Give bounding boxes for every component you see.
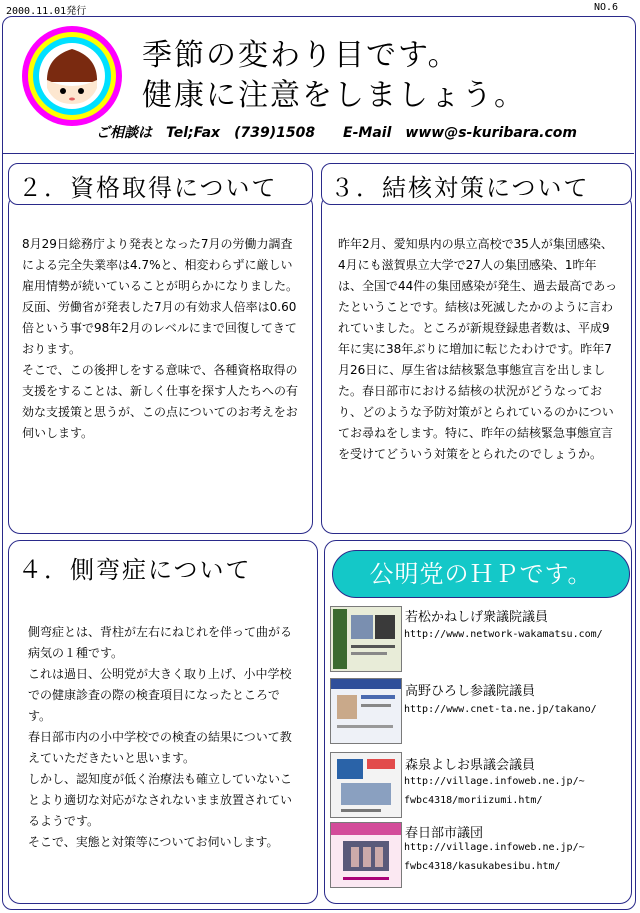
hp-link-url[interactable]: http://village.infoweb.ne.jp/~: [404, 842, 585, 853]
headline-line-2: 健康に注意をしましょう。: [142, 78, 526, 113]
section-2-paragraph: そこで、この後押しをする意味で、各種資格取得の支援をすることは、新しく仕事を探す人たちへの有効な支援策と思うが、この点についてのお考えをお伺いします。: [22, 363, 299, 440]
hp-link-name[interactable]: 森泉よしお県議会議員: [405, 758, 536, 773]
section-4-paragraph: これは過日、公明党が大きく取り上げ、小中学校での健康診査の際の検査項目になったところです。: [28, 667, 292, 723]
website-thumbnail[interactable]: [330, 822, 402, 888]
hp-link-url[interactable]: http://www.network-wakamatsu.com/: [404, 629, 603, 640]
website-thumbnail[interactable]: [330, 606, 402, 672]
chestnut-logo: [20, 24, 124, 128]
website-thumbnail[interactable]: [330, 752, 402, 818]
section-4-body: [28, 622, 300, 853]
section-4-paragraph: そこで、実態と対策等についてお伺いします。: [28, 835, 279, 849]
issue-number: NO.6: [594, 2, 619, 13]
headline-line-1: 季節の変わり目です。: [142, 38, 460, 73]
header-divider: [3, 153, 634, 154]
hp-link-url-continued[interactable]: fwbc4318/kasukabesibu.htm/: [404, 861, 561, 872]
section-2-paragraph: 8月29日総務庁より発表となった7月の労働力調査による完全失業率は4.7%と、相変わらずに厳しい雇用情勢が続いていることが明らかになりました。: [22, 237, 299, 293]
hp-link-name[interactable]: 春日部市議団: [405, 826, 484, 841]
section-2-body: [22, 234, 298, 444]
section-3-title: ３．結核対策について: [330, 174, 590, 202]
section-2-paragraph: 反面、労働省が発表した7月の有効求人倍率は0.60倍という事で98年2月のレベルにまで回復してきております。: [22, 300, 297, 356]
hp-link-url[interactable]: http://www.cnet-ta.ne.jp/takano/: [404, 704, 597, 715]
hp-link-url[interactable]: http://village.infoweb.ne.jp/~: [404, 776, 585, 787]
hp-link-name[interactable]: 高野ひろし参議院議員: [405, 684, 536, 699]
section-4-paragraph: しかし、認知度が低く治療法も確立していないことより適切な対応がなされないまま放置されているようです。: [28, 772, 293, 828]
section-4-title: ４．側弯症について: [18, 556, 252, 584]
section-3-paragraph: 昨年2月、愛知県内の県立高校で35人が集団感染、4月にも滋賀県立大学で27人の集団感染、1昨年は、全国で44件の集団感染が発生、過去最高であったということです。結核は死滅したかのように言われていました。ところが新規登録患者数は、平成9年に実に38年ぶりに増加に転じたわけです。昨年7月26日に、厚生省は結核緊急事態宣言を出しました。春日部市における結核の状況がどうなっており、どのような予防対策がとられているのかについてお尋ねをします。特に、昨年の結核緊急事態宣言を受けてどういう対策をとられたのでしょうか。: [338, 237, 618, 461]
website-thumbnail[interactable]: [330, 678, 402, 744]
section-3-body: [338, 234, 618, 465]
hp-link-name[interactable]: 若松かねしげ衆議院議員: [405, 610, 549, 625]
hp-banner: 公明党のＨＰです。: [332, 550, 630, 598]
section-4-paragraph: 側弯症とは、背柱が左右にねじれを伴って曲がる病気の１種です。: [28, 625, 293, 660]
section-2-title: ２．資格取得について: [18, 174, 278, 202]
issue-date: 2000.11.01発行: [6, 6, 87, 17]
hp-link-url-continued[interactable]: fwbc4318/moriizumi.htm/: [404, 795, 543, 806]
section-4-paragraph: 春日部市内の小中学校での検査の結果について教えていただきたいと思います。: [28, 730, 292, 765]
contact-line: ご相談は Tel;Fax (739)1508 E-Mail www@s-kuribara.com: [96, 125, 577, 141]
